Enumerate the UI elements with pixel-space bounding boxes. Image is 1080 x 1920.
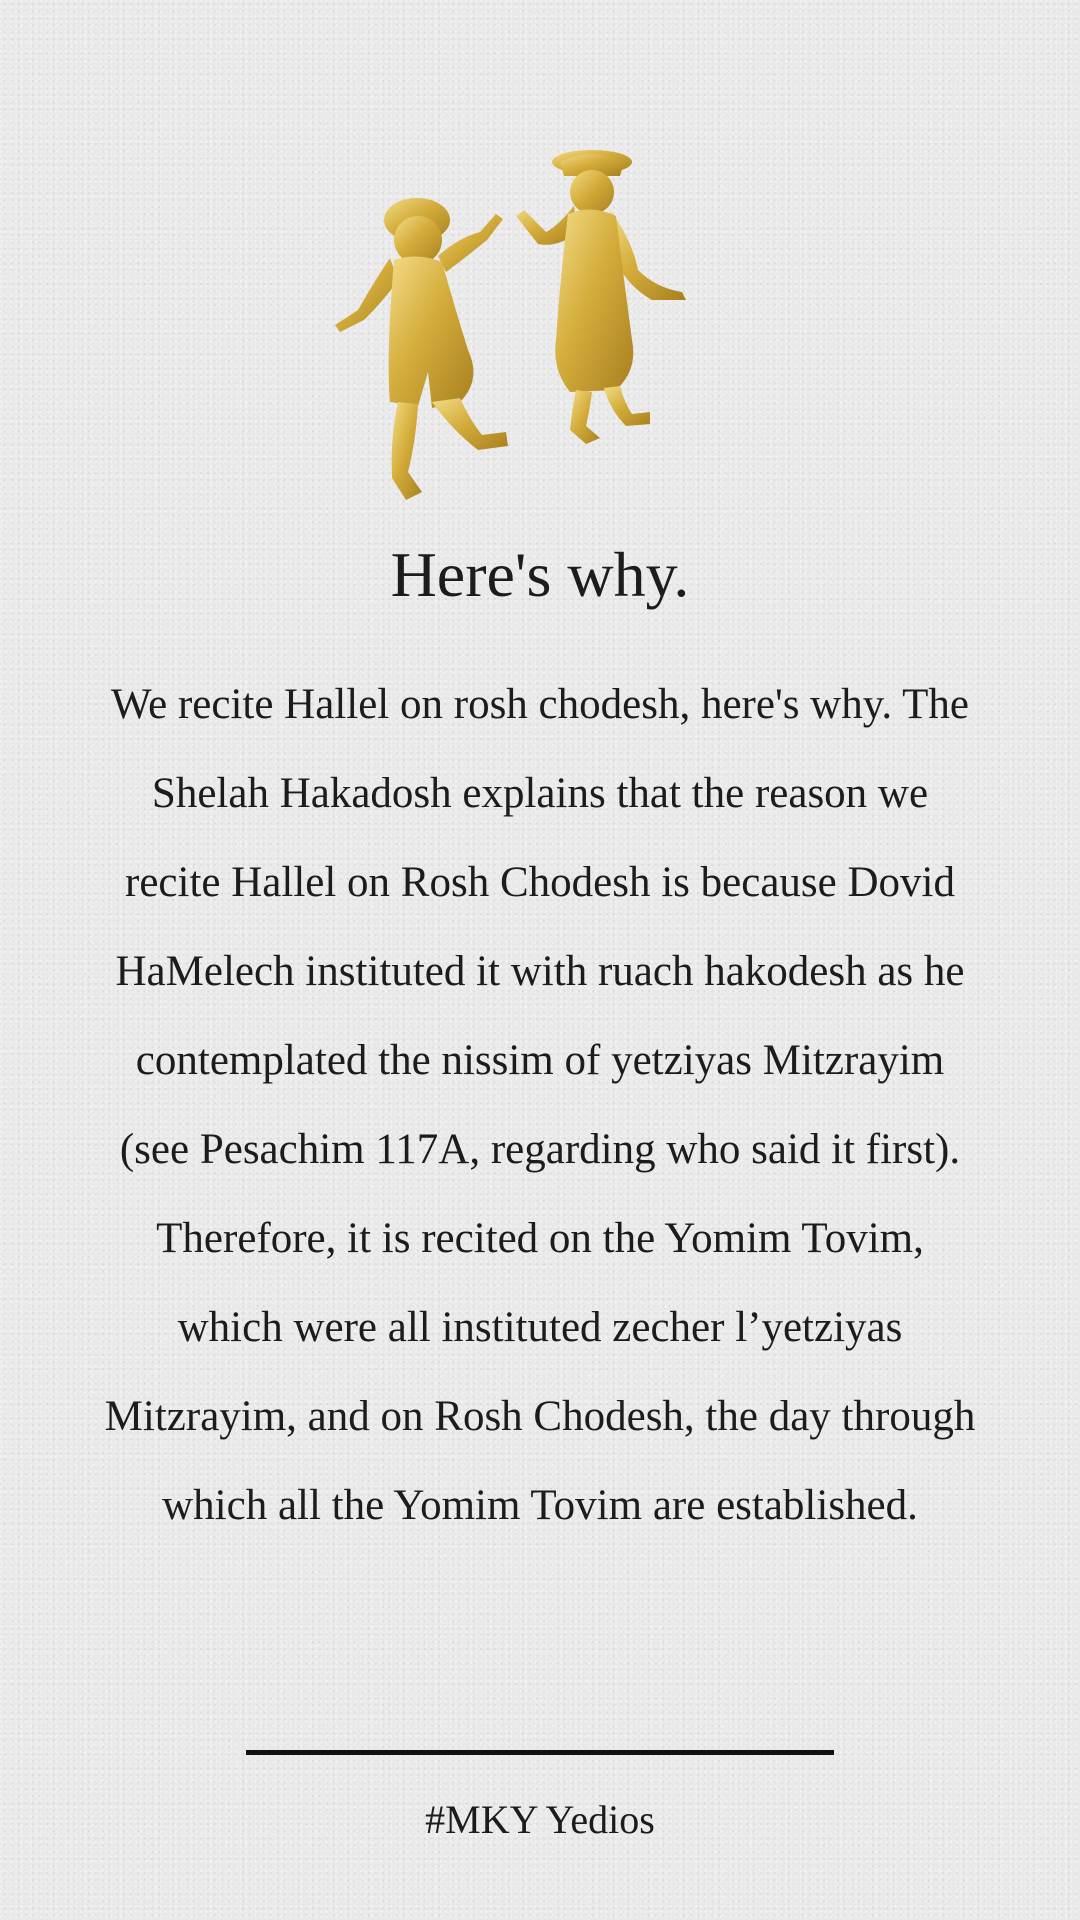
- dancing-figures-illustration: [320, 140, 760, 510]
- page-title: Here's why.: [390, 539, 690, 610]
- hashtag-footer: #MKY Yedios: [425, 1797, 655, 1842]
- adult-figure-icon: [516, 150, 686, 444]
- dancing-figures-icon: [320, 140, 760, 510]
- child-figure-icon: [335, 198, 508, 500]
- body-paragraph: We recite Hallel on rosh chodesh, here's why. The Shelah Hakadosh explains that the reason we recite Hallel on Rosh Chodesh is because Dovid HaMelech instituted it with ruach hakodesh as he contemplated the nissim of yetziyas Mitzrayim (see Pesachim 117A, regarding who said it first). Therefore, it is recited on the Yomim Tovim, which were all instituted zecher l’yetziyas Mitzrayim, and on Rosh Chodesh, the day through which all the Yomim Tovim are established.: [104, 681, 976, 1529]
- divider: [246, 1750, 834, 1755]
